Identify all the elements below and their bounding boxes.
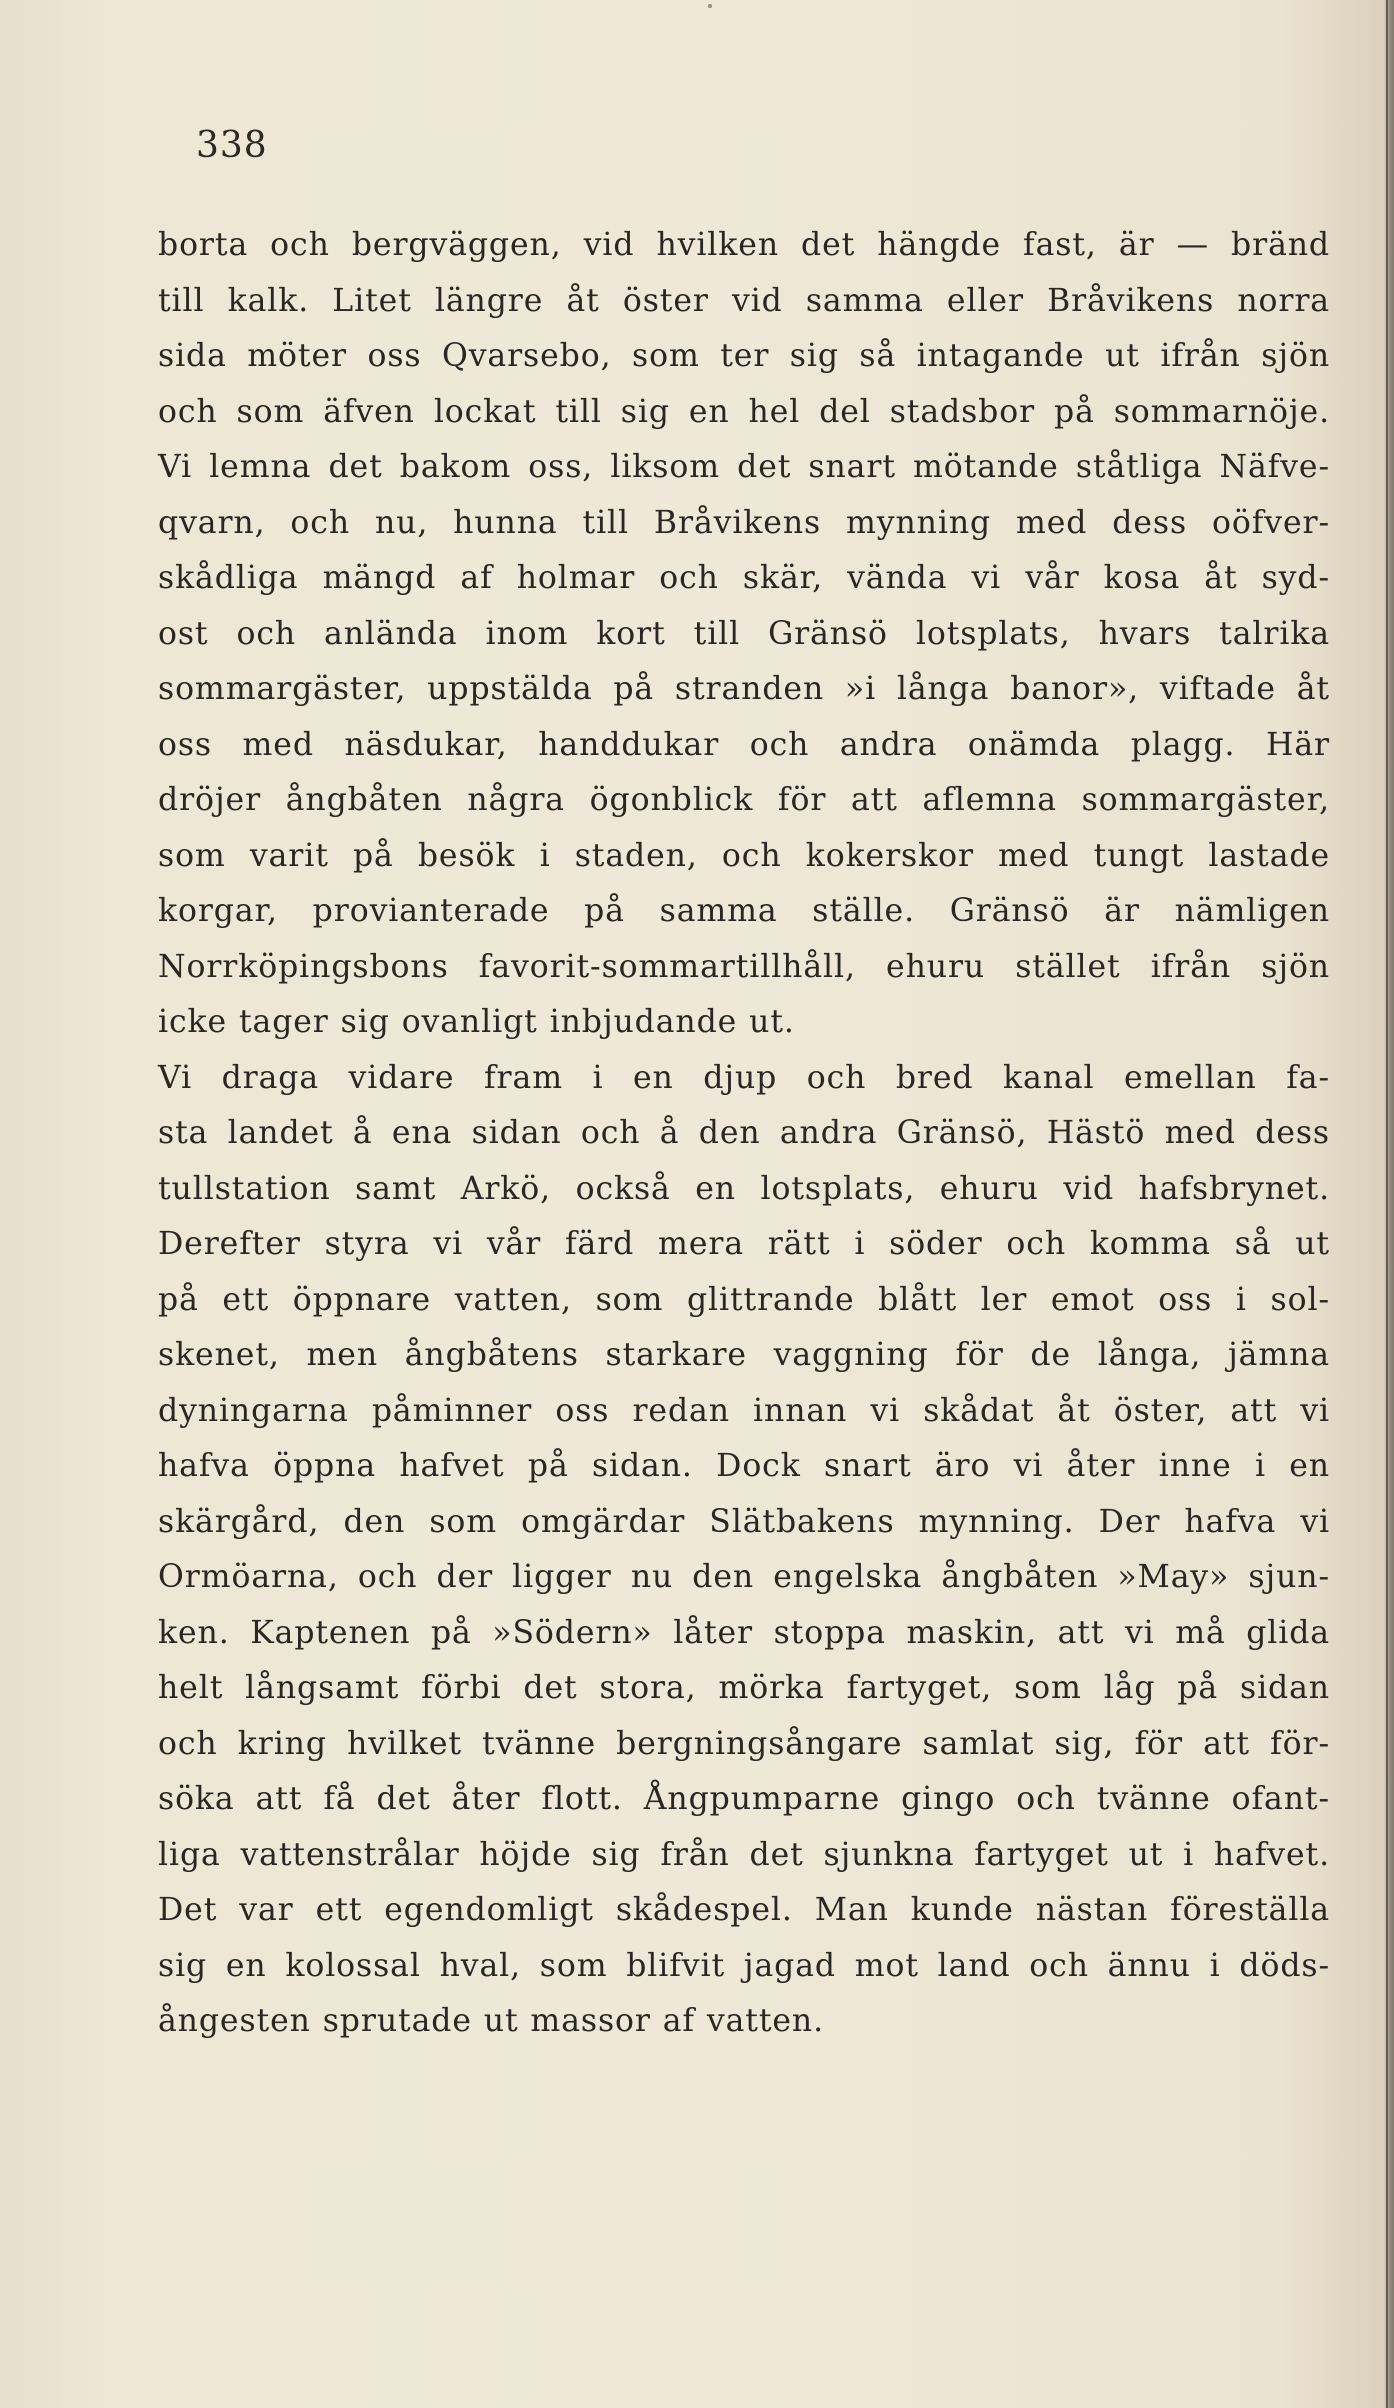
text-line: söka att få det åter flott. Ångpumparne gingo och tvänne ofant- (158, 1781, 1330, 1817)
text-line: ost och anlända inom kort till Gränsö lotsplats, hvars talrika (158, 615, 1330, 652)
text-line: korgar, provianterade på samma ställe. Gränsö är nämligen (158, 893, 1330, 929)
text-line: på ett öppnare vatten, som glittrande blått ler emot oss i sol- (158, 1281, 1330, 1318)
paragraph-end-line: icke tager sig ovanligt inbjudande ut. (158, 1004, 795, 1040)
paragraph-end-line: ångesten sprutade ut massor af vatten. (158, 2003, 825, 2039)
text-line: ken. Kaptenen på »Södern» låter stoppa maskin, att vi må glida (158, 1614, 1330, 1651)
text-line: som varit på besök i staden, och kokerskor med tungt lastade (158, 837, 1330, 874)
text-line: Derefter styra vi vår färd mera rätt i söder och komma så ut (158, 1226, 1330, 1262)
text-line: sida möter oss Qvarsebo, som ter sig så intagande ut ifrån sjön (158, 338, 1330, 374)
text-line: oss med näsdukar, handdukar och andra onämda plagg. Här (158, 726, 1330, 763)
text-line: Vi lemna det bakom oss, liksom det snart mötande ståtliga Näfve- (158, 449, 1330, 485)
text-line: och kring hvilket tvänne bergningsångare samlat sig, för att för- (158, 1725, 1330, 1762)
text-line: skenet, men ångbåtens starkare vaggning för de långa, jämna (158, 1337, 1330, 1373)
text-line: qvarn, och nu, hunna till Bråvikens mynning med dess oöfver- (158, 504, 1330, 541)
text-line: sta landet å ena sidan och å den andra Gränsö, Hästö med dess (158, 1115, 1330, 1151)
text-line: liga vattenstrålar höjde sig från det sjunkna fartyget ut i hafvet. (158, 1836, 1330, 1873)
text-line: sommargäster, uppstälda på stranden »i långa banor», viftade åt (158, 671, 1330, 707)
page-number: 338 (196, 125, 268, 166)
text-line: hafva öppna hafvet på sidan. Dock snart äro vi åter inne i en (158, 1448, 1330, 1484)
page-right-edge-line (1386, 0, 1388, 2408)
text-line: sig en kolossal hval, som blifvit jagad mot land och ännu i döds- (158, 1947, 1330, 1984)
text-line: till kalk. Litet längre åt öster vid samma eller Bråvikens norra (158, 282, 1330, 319)
text-line: Vi draga vidare fram i en djup och bred kanal emellan fa- (158, 1059, 1330, 1096)
text-line: skärgård, den som omgärdar Slätbakens mynning. Der hafva vi (158, 1503, 1330, 1540)
text-line: dyningarna påminner oss redan innan vi skådat åt öster, att vi (158, 1392, 1330, 1429)
text-line: borta och bergväggen, vid hvilken det hängde fast, är — bränd (158, 227, 1330, 263)
text-line: Ormöarna, och der ligger nu den engelska ångbåten »May» sjun- (158, 1559, 1330, 1595)
body-text (158, 218, 1330, 2050)
text-line: dröjer ångbåten några ögonblick för att aflemna sommargäster, (158, 782, 1330, 818)
text-line: helt långsamt förbi det stora, mörka fartyget, som låg på sidan (158, 1670, 1330, 1706)
print-speck (708, 4, 712, 8)
text-line: och som äfven lockat till sig en hel del stadsbor på sommarnöje. (158, 393, 1330, 430)
text-line: tullstation samt Arkö, också en lotsplats, ehuru vid hafsbrynet. (158, 1170, 1330, 1207)
text-line: Norrköpingsbons favorit-sommartillhåll, ehuru stället ifrån sjön (158, 948, 1330, 985)
text-line: Det var ett egendomligt skådespel. Man kunde nästan föreställa (158, 1892, 1330, 1928)
text-line: skådliga mängd af holmar och skär, vända vi vår kosa åt syd- (158, 560, 1330, 596)
